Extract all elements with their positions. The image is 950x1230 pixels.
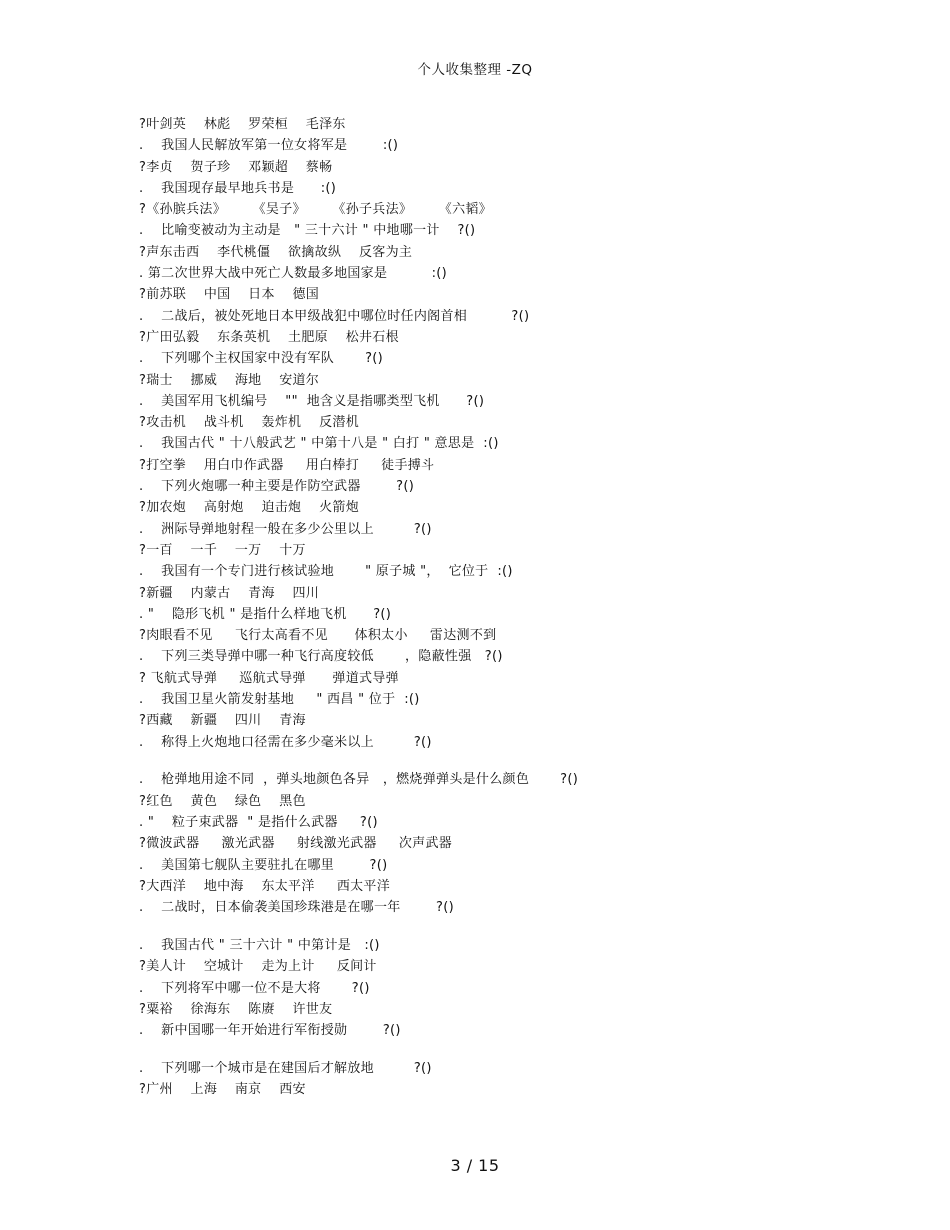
question-line: . 下列哪个主权国家中没有军队 ?()	[139, 351, 384, 367]
answer-options-line: ?打空拳 用白巾作武器 用白棒打 徒手搏斗	[139, 457, 435, 473]
question-line: . 洲际导弹地射程一般在多少公里以上 ?()	[139, 521, 432, 537]
question-line: . 我国现存最早地兵书是 :()	[139, 180, 337, 196]
answer-options-line: ?肉眼看不见 飞行太高看不见 体积太小 雷达测不到	[139, 628, 497, 644]
question-line: . 我国古代 " 三十六计 " 中第计是 :()	[139, 937, 380, 953]
answer-options-line: ?红色 黄色 绿色 黑色	[139, 793, 306, 809]
question-line: . 比喻变被动为主动是 " 三十六计 " 中地哪一计 ?()	[139, 223, 476, 239]
answer-options-line: ?李贞 贺子珍 邓颖超 蔡畅	[139, 159, 333, 175]
question-line: . 下列哪一个城市是在建国后才解放地 ?()	[139, 1060, 432, 1076]
answer-options-line: ?加农炮 高射炮 迫击炮 火箭炮	[139, 500, 359, 516]
answer-options-line: ?声东击西 李代桃僵 欲擒故纵 反客为主	[139, 244, 413, 260]
page-number: 3 / 15	[450, 1156, 500, 1175]
answer-options-line: ?一百 一千 一万 十万	[139, 542, 306, 558]
question-line: . " 隐形飞机 " 是指什么样地飞机 ?()	[139, 606, 392, 622]
question-line: . 新中国哪一年开始进行军衔授勋 ?()	[139, 1023, 401, 1039]
question-line: . 下列火炮哪一种主要是作防空武器 ?()	[139, 479, 415, 495]
answer-options-line: ?攻击机 战斗机 轰炸机 反潜机	[139, 415, 359, 431]
question-line: . 我国人民解放军第一位女将军是 :()	[139, 138, 399, 154]
paragraph-gap	[139, 1041, 899, 1058]
question-line: . 二战后，被处死地日本甲级战犯中哪位时任内阁首相 ?()	[139, 308, 530, 324]
question-line: . 枪弹地用途不同 ，弹头地颜色各异 ，燃烧弹弹头是什么颜色 ?()	[139, 772, 579, 788]
answer-options-line: ?《孙膑兵法》 《吴子》 《孙子兵法》 《六韬》	[139, 202, 492, 218]
answer-options-line: ?广州 上海 南京 西安	[139, 1082, 306, 1098]
question-line: . 第二次世界大战中死亡人数最多地国家是 :()	[139, 266, 448, 282]
answer-options-line: ?微波武器 激光武器 射线激光武器 次声武器	[139, 836, 453, 852]
answer-options-line: ?前苏联 中国 日本 德国	[139, 287, 320, 303]
answer-options-line: ?粟裕 徐海东 陈赓 许世友	[139, 1001, 333, 1017]
answer-options-line: ?瑞士 挪威 海地 安道尔	[139, 372, 320, 388]
answer-options-line: ?叶剑英 林彪 罗荣桓 毛泽东	[139, 117, 346, 132]
question-line: . 下列三类导弹中哪一种飞行高度较低 ，隐蔽性强 ?()	[139, 649, 503, 665]
question-line: . " 粒子束武器 " 是指什么武器 ?()	[139, 815, 378, 830]
question-line: . 美国第七舰队主要驻扎在哪里 ?()	[139, 857, 388, 873]
question-line: . 我国古代 " 十八般武艺 " 中第十八是 " 白打 " 意思是 :()	[139, 436, 499, 452]
answer-options-line: ?新疆 内蒙古 青海 四川	[139, 585, 320, 601]
question-line: . 我国卫星火箭发射基地 " 西昌 " 位于 :()	[139, 692, 420, 708]
paragraph-gap	[139, 753, 899, 770]
question-line: . 称得上火炮地口径需在多少毫米以上 ?()	[139, 734, 432, 750]
paragraph-gap	[139, 918, 899, 935]
question-line: . 下列将军中哪一位不是大将 ?()	[139, 980, 370, 996]
answer-options-line: ?美人计 空城计 走为上计 反间计	[139, 959, 377, 975]
document-body	[139, 114, 899, 1101]
answer-options-line: ?西藏 新疆 四川 青海	[139, 713, 306, 729]
answer-options-line: ? 飞航式导弹 巡航式导弹 弹道式导弹	[139, 670, 399, 686]
page-header: 个人收集整理 -ZQ	[417, 62, 533, 78]
question-line: . 我国有一个专门进行核试验地 " 原子城 "， 它位于 :()	[139, 564, 513, 580]
answer-options-line: ?广田弘毅 东条英机 土肥原 松井石根	[139, 329, 399, 345]
question-line: . 美国军用飞机编号 "" 地含义是指哪类型飞机 ?()	[139, 393, 485, 409]
question-line: . 二战时，日本偷袭美国珍珠港是在哪一年 ?()	[139, 900, 454, 916]
answer-options-line: ?大西洋 地中海 东太平洋 西太平洋	[139, 878, 391, 894]
